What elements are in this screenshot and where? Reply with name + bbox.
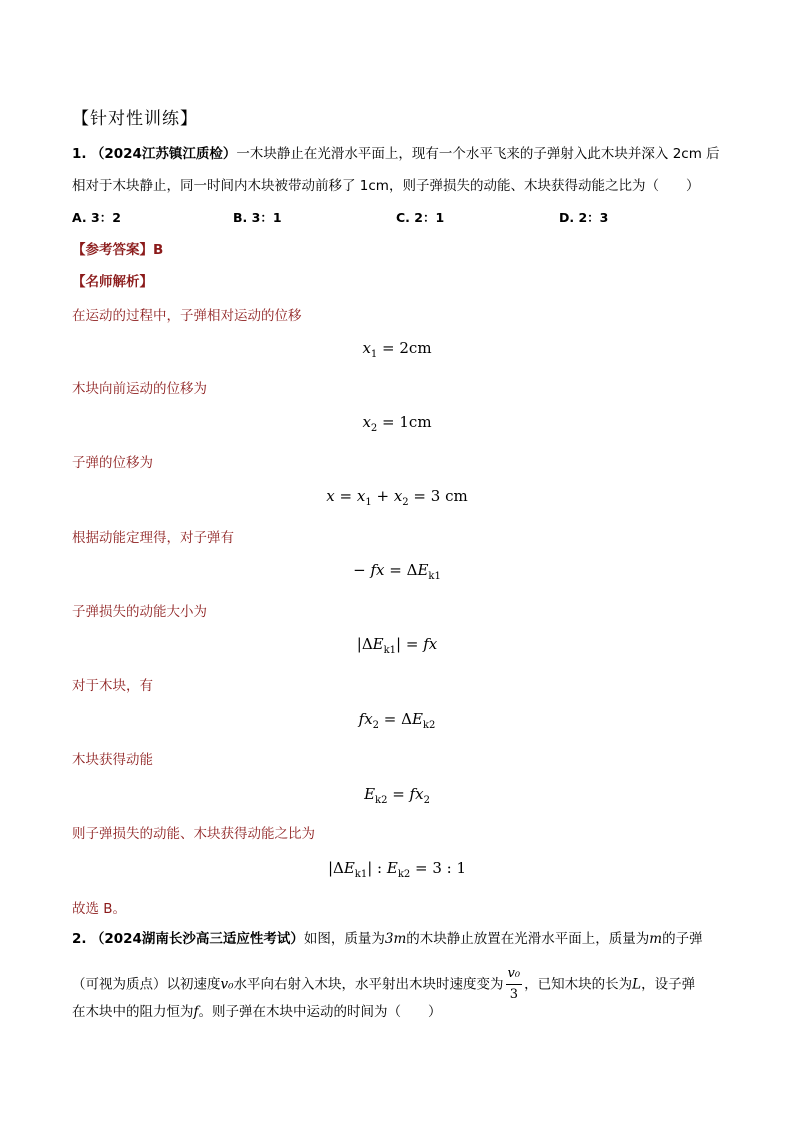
explanation-step-3: 子弹的位移为	[72, 455, 153, 471]
answer-label: 【参考答案】B	[72, 242, 164, 258]
explanation-step-2: 木块向前运动的位移为	[72, 381, 207, 397]
q2-mass-big: 3m	[384, 931, 407, 947]
q1-number: 1.	[72, 146, 87, 162]
q2-text-1a: 如图，质量为	[303, 931, 385, 947]
q2-text-2d: ，设子弹	[641, 976, 696, 993]
q2-text-3a: 在木块中的阻力恒为	[72, 1004, 194, 1020]
q2-text-1b: 的木块静止放置在光滑水平面上，质量为	[406, 931, 650, 947]
q2-fraction-denominator: 3	[509, 987, 518, 1002]
q2-text-2b: 水平向右射入木块，水平射出木块时速度变为	[233, 976, 504, 993]
formula-1: $x_1 = 2cm$	[362, 339, 432, 360]
explanation-step-8: 则子弹损失的动能、木块获得动能之比为	[72, 826, 315, 842]
formula-6: $fx_2 = \Delta E_{k2}$	[358, 710, 436, 731]
formula-3: $x = x_1 + x_2 = 3$ cm	[326, 487, 468, 508]
q2-v0: v₀	[220, 976, 234, 993]
explanation-step-7: 木块获得动能	[72, 752, 153, 768]
q1-text-line1: 一木块静止在光滑水平面上，现有一个水平飞来的子弹射入此木块并深入 2cm 后	[236, 146, 720, 162]
q2-text-1c: 的子弹	[662, 931, 703, 947]
explanation-step-4: 根据动能定理得，对子弹有	[72, 530, 234, 546]
q2-text-2a: （可视为质点）以初速度	[72, 976, 221, 993]
q2-number: 2.	[72, 931, 87, 947]
explanation-step-5: 子弹损失的动能大小为	[72, 604, 207, 620]
explanation-step-1: 在运动的过程中，子弹相对运动的位移	[72, 308, 302, 324]
q1-option-b[interactable]: B. 3：1	[233, 210, 282, 225]
q2-line3	[72, 1002, 442, 1022]
formula-2: $x_2 = 1cm$	[362, 413, 432, 434]
formula-7: $E_{k2} = fx_2$	[364, 785, 430, 806]
q1-option-a[interactable]: A. 3：2	[72, 210, 121, 225]
q1-option-d[interactable]: D. 2：3	[559, 210, 609, 225]
section-heading: 【针对性训练】	[72, 109, 198, 129]
q1-line1	[72, 144, 720, 164]
conclusion: 故选 B。	[72, 901, 127, 917]
q2-text-2c: ，已知木块的长为	[524, 976, 633, 993]
analysis-label: 【名师解析】	[72, 274, 153, 290]
q2-velocity-fraction	[506, 964, 523, 1005]
q2-source: （2024湖南长沙高三适应性考试）	[90, 931, 304, 947]
q2-mass-small: m	[649, 931, 663, 947]
q2-text-3b: 。则子弹在木块中运动的时间为（ ）	[198, 1004, 442, 1020]
q2-line1	[72, 929, 703, 949]
formula-8: $|\Delta E_{k1}|$ : $E_{k2} = 3$ : 1	[327, 859, 467, 880]
q2-force: f	[193, 1004, 199, 1020]
q1-option-c[interactable]: C. 2：1	[396, 210, 445, 225]
q2-fraction-numerator: v₀	[506, 964, 523, 985]
formula-4: − fx = $\Delta E_{k1}$	[353, 561, 441, 582]
q2-length: L	[632, 976, 642, 993]
formula-5: $|\Delta E_{k1}|$ = fx	[356, 635, 438, 656]
explanation-step-6: 对于木块，有	[72, 678, 153, 694]
q1-source: （2024江苏镇江质检）	[90, 146, 237, 162]
q1-text-line2: 相对于木块静止，同一时间内木块被带动前移了 1cm，则子弹损失的动能、木块获得动能之比为（ ）	[72, 178, 700, 194]
q2-line2	[72, 964, 695, 1005]
